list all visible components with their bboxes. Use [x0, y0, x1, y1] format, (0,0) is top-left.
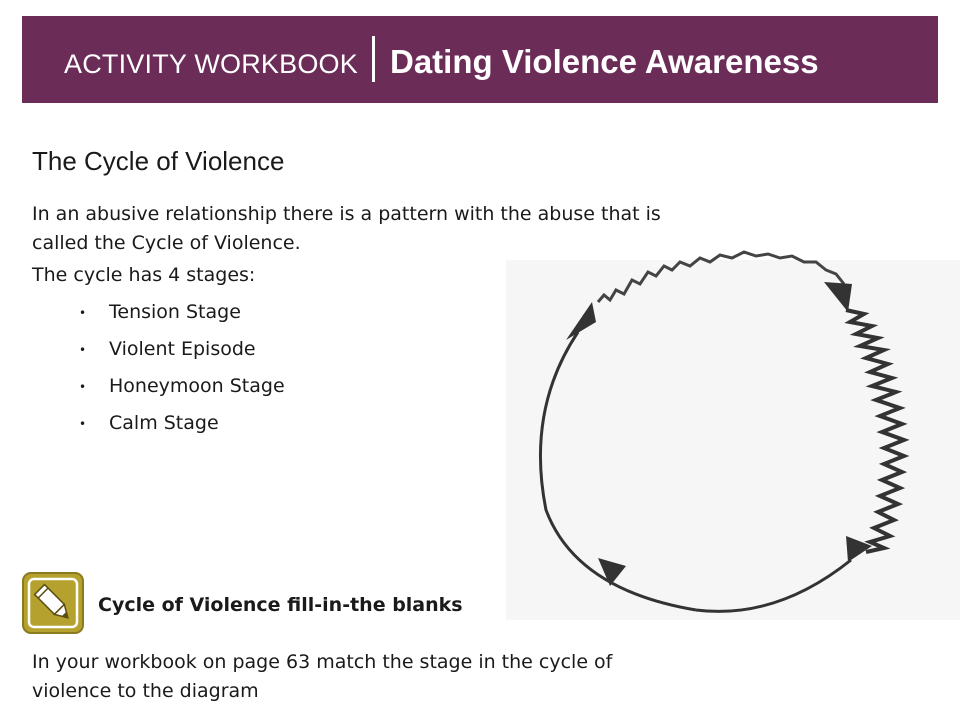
- stages-lead-text: The cycle has 4 stages:: [32, 264, 256, 286]
- page-title: The Cycle of Violence: [32, 146, 285, 176]
- bullet-icon: •: [79, 417, 87, 431]
- cycle-diagram: [506, 240, 960, 620]
- intro-text: In an abusive relationship there is a pattern with the abuse that is called the Cycle of Violence.: [32, 203, 661, 254]
- pencil-icon: [22, 572, 84, 634]
- bullet-icon: •: [79, 380, 87, 394]
- list-item: [75, 338, 285, 375]
- diagram-background: [506, 260, 960, 620]
- stage-label: Violent Episode: [109, 338, 256, 360]
- header-banner: [22, 16, 938, 103]
- stage-label: Honeymoon Stage: [109, 375, 285, 397]
- header-title: Dating Violence Awareness: [390, 43, 819, 80]
- list-item: [75, 375, 285, 412]
- stage-label: Calm Stage: [109, 412, 219, 434]
- header-divider: [372, 36, 375, 82]
- stage-list: [75, 301, 285, 449]
- list-item: [75, 301, 285, 338]
- activity-instructions: In your workbook on page 63 match the stage in the cycle of violence to the diagram: [32, 651, 613, 702]
- bullet-icon: •: [79, 306, 87, 320]
- bullet-icon: •: [79, 343, 87, 357]
- header-kicker: ACTIVITY WORKBOOK: [64, 49, 358, 79]
- activity-title: Cycle of Violence fill-in-the blanks: [98, 594, 463, 616]
- stage-label: Tension Stage: [109, 301, 241, 323]
- list-item: [75, 412, 285, 449]
